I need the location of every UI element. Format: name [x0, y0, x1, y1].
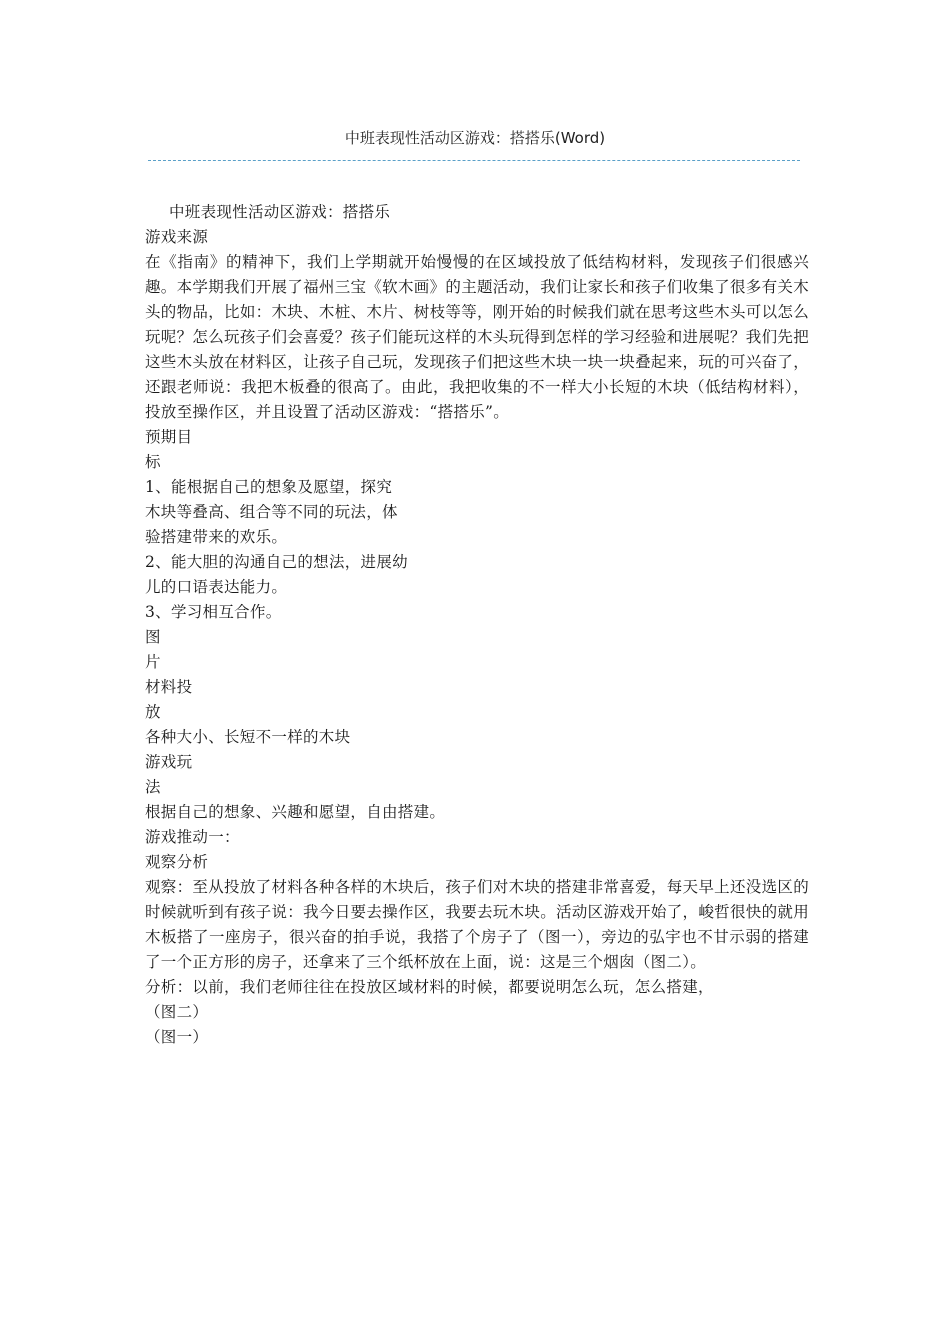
- paragraph-analysis: 分析：以前，我们老师往往在投放区域材料的时候，都要说明怎么玩，怎么搭建，: [145, 978, 714, 996]
- goal-line: 儿的口语表达能力。: [145, 578, 288, 596]
- figure-caption: （图二）: [145, 1003, 209, 1021]
- materials-text: 各种大小、长短不一样的木块: [145, 728, 351, 746]
- paragraph-game-origin: 在《指南》的精神下，我们上学期就开始慢慢的在区域投放了低结构材料，发现孩子们很感兴趣。本学期我们开展了福州三宝《软木画》的主题活动，我们让家长和孩子们收集了很多有关木头的物品，比如：木块、木桩、木片、树枝等等，刚开始的时候我们就在思考这些木头可以怎么玩呢？怎么玩孩子们会喜爱？孩子们能玩这样的木头玩得到怎样的学习经验和进展呢？我们先把这些木头放在材料区，让孩子自己玩，发现孩子们把这些木块一块一块叠起来，玩的可兴奋了，还跟老师说：我把木板叠的很高了。由此，我把收集的不一样大小长短的木块（低结构材料），投放至操作区，并且设置了活动区游戏：“搭搭乐”。: [145, 253, 809, 421]
- document-heading: 中班表现性活动区游戏：搭搭乐: [169, 203, 391, 221]
- section-label-materials: 材料投: [145, 678, 193, 696]
- section-label-gameplay-cont: 法: [145, 778, 161, 796]
- section-label-picture: 图: [145, 628, 161, 646]
- goal-line: 木块等叠高、组合等不同的玩法，体: [145, 503, 398, 521]
- paragraph-observation: 观察：至从投放了材料各种各样的木块后，孩子们对木块的搭建非常喜爱，每天早上还没选区的时候就听到有孩子说：我今日要去操作区，我要去玩木块。活动区游戏开始了，峻哲很快的就用木板搭了一座房子，很兴奋的拍手说，我搭了个房子了（图一），旁边的弘宇也不甘示弱的搭建了一个正方形的房子，还拿来了三个纸杯放在上面，说：这是三个烟囱（图二）。: [145, 878, 809, 971]
- title-divider: [148, 160, 800, 161]
- goal-line: 1、能根据自己的想象及愿望，探究: [145, 478, 393, 496]
- section-label-push-one: 游戏推动一：: [145, 828, 240, 846]
- goal-line: 验搭建带来的欢乐。: [145, 528, 288, 546]
- goal-line: 3、学习相互合作。: [145, 603, 282, 621]
- section-label-goals: 预期目: [145, 428, 193, 446]
- section-label-picture-cont: 片: [145, 653, 161, 671]
- section-label-gameplay: 游戏玩: [145, 753, 193, 771]
- document-title: 中班表现性活动区游戏：搭搭乐(Word): [344, 129, 606, 147]
- gameplay-text: 根据自己的想象、兴趣和愿望，自由搭建。: [145, 803, 446, 821]
- section-label-materials-cont: 放: [145, 703, 161, 721]
- document-body: [145, 200, 809, 1050]
- goal-line: 2、能大胆的沟通自己的想法，进展幼: [145, 553, 408, 571]
- figure-caption: （图一）: [145, 1028, 209, 1046]
- section-label-game-origin: 游戏来源: [145, 228, 209, 246]
- section-label-observation-analysis: 观察分析: [145, 853, 209, 871]
- section-label-goals-cont: 标: [145, 453, 161, 471]
